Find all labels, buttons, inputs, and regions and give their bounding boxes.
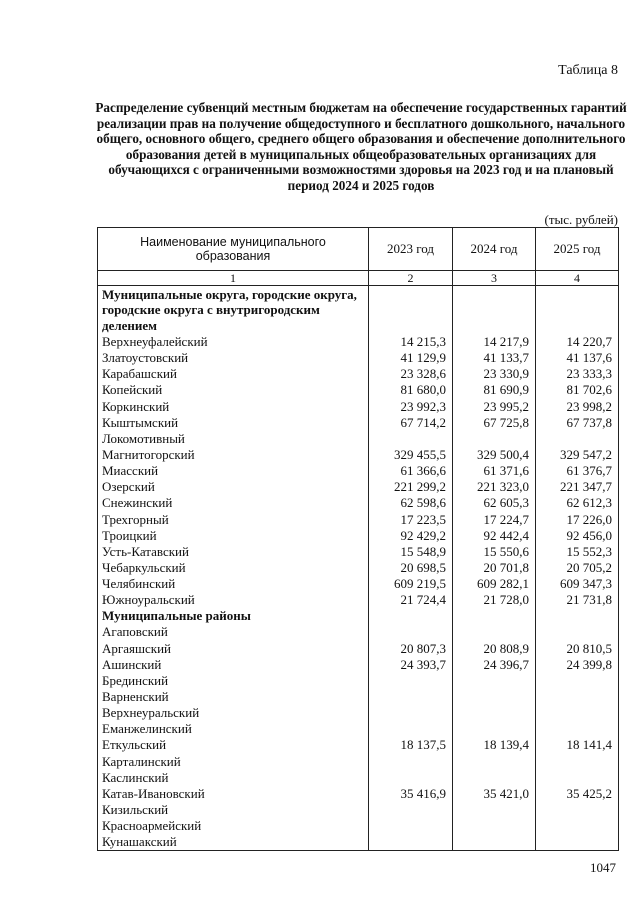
table-row <box>98 382 619 398</box>
value-2024: 15 550,6 <box>453 544 536 560</box>
municipality-name: Муниципальные округа, городские округа, городские округа с внутригородским делением <box>98 286 369 334</box>
table-row <box>98 431 619 447</box>
value-2023 <box>369 431 453 447</box>
municipality-name: Златоустовский <box>98 350 369 366</box>
value-2024: 41 133,7 <box>453 350 536 366</box>
value-2024: 67 725,8 <box>453 415 536 431</box>
municipality-name: Магнитогорский <box>98 447 369 463</box>
value-2024 <box>453 721 536 737</box>
table-row <box>98 560 619 576</box>
table-row <box>98 495 619 511</box>
value-2025 <box>536 705 619 721</box>
value-2025: 609 347,3 <box>536 576 619 592</box>
table-row <box>98 673 619 689</box>
table-row <box>98 754 619 770</box>
value-2023: 67 714,2 <box>369 415 453 431</box>
table-row <box>98 624 619 640</box>
table-row <box>98 415 619 431</box>
value-2023 <box>369 286 453 334</box>
header-2024: 2024 год <box>453 228 536 271</box>
value-2025: 67 737,8 <box>536 415 619 431</box>
table-row <box>98 721 619 737</box>
municipality-name: Красноармейский <box>98 818 369 834</box>
value-2023 <box>369 624 453 640</box>
value-2025 <box>536 802 619 818</box>
municipality-name: Миасский <box>98 463 369 479</box>
value-2023 <box>369 802 453 818</box>
value-2025: 92 456,0 <box>536 528 619 544</box>
value-2024: 609 282,1 <box>453 576 536 592</box>
value-2023: 18 137,5 <box>369 737 453 753</box>
municipality-name: Кунашакский <box>98 834 369 851</box>
municipality-name: Чебаркульский <box>98 560 369 576</box>
municipality-name: Южноуральский <box>98 592 369 608</box>
table-row <box>98 350 619 366</box>
value-2023: 41 129,9 <box>369 350 453 366</box>
value-2024 <box>453 818 536 834</box>
table-row <box>98 737 619 753</box>
value-2024: 20 701,8 <box>453 560 536 576</box>
value-2024: 14 217,9 <box>453 334 536 350</box>
table-row <box>98 802 619 818</box>
value-2024: 61 371,6 <box>453 463 536 479</box>
municipality-name: Каслинский <box>98 770 369 786</box>
value-2025 <box>536 770 619 786</box>
value-2025: 62 612,3 <box>536 495 619 511</box>
value-2024: 21 728,0 <box>453 592 536 608</box>
value-2025: 221 347,7 <box>536 479 619 495</box>
value-2023: 23 992,3 <box>369 398 453 414</box>
municipality-name: Муниципальные районы <box>98 608 369 624</box>
value-2023: 21 724,4 <box>369 592 453 608</box>
table-row <box>98 544 619 560</box>
value-2025: 81 702,6 <box>536 382 619 398</box>
value-2024: 62 605,3 <box>453 495 536 511</box>
municipality-name: Карталинский <box>98 754 369 770</box>
municipality-name: Локомотивный <box>98 431 369 447</box>
value-2024: 23 995,2 <box>453 398 536 414</box>
municipality-name: Варненский <box>98 689 369 705</box>
value-2023: 35 416,9 <box>369 786 453 802</box>
value-2025: 24 399,8 <box>536 657 619 673</box>
value-2024 <box>453 673 536 689</box>
value-2025 <box>536 673 619 689</box>
value-2024 <box>453 770 536 786</box>
value-2023 <box>369 770 453 786</box>
municipality-name: Брединский <box>98 673 369 689</box>
value-2023: 329 455,5 <box>369 447 453 463</box>
value-2025 <box>536 721 619 737</box>
table-row <box>98 592 619 608</box>
units-label: (тыс. рублей) <box>544 212 618 227</box>
value-2023: 92 429,2 <box>369 528 453 544</box>
column-number: 2 <box>369 271 453 286</box>
municipality-name: Коркинский <box>98 398 369 414</box>
value-2023: 23 328,6 <box>369 366 453 382</box>
table-row <box>98 786 619 802</box>
value-2024: 329 500,4 <box>453 447 536 463</box>
value-2023 <box>369 721 453 737</box>
value-2025 <box>536 286 619 334</box>
value-2025: 41 137,6 <box>536 350 619 366</box>
table-row <box>98 641 619 657</box>
value-2024: 92 442,4 <box>453 528 536 544</box>
municipality-name: Копейский <box>98 382 369 398</box>
subventions-table <box>97 227 619 851</box>
value-2023: 81 680,0 <box>369 382 453 398</box>
value-2023: 24 393,7 <box>369 657 453 673</box>
municipality-name: Ашинский <box>98 657 369 673</box>
table-row <box>98 705 619 721</box>
table-row <box>98 818 619 834</box>
value-2023 <box>369 834 453 851</box>
header-2023: 2023 год <box>369 228 453 271</box>
value-2023 <box>369 705 453 721</box>
value-2024: 221 323,0 <box>453 479 536 495</box>
value-2023 <box>369 754 453 770</box>
table-label: Таблица 8 <box>558 63 618 78</box>
table-row <box>98 657 619 673</box>
column-number: 1 <box>98 271 369 286</box>
municipality-name: Катав-Ивановский <box>98 786 369 802</box>
value-2025: 21 731,8 <box>536 592 619 608</box>
value-2025 <box>536 624 619 640</box>
column-number: 3 <box>453 271 536 286</box>
value-2025 <box>536 834 619 851</box>
value-2023: 20 698,5 <box>369 560 453 576</box>
value-2025: 329 547,2 <box>536 447 619 463</box>
column-number-row <box>98 271 619 286</box>
value-2024: 23 330,9 <box>453 366 536 382</box>
municipality-name: Карабашский <box>98 366 369 382</box>
header-name: Наименование муниципального образования <box>98 228 369 271</box>
municipality-name: Кизильский <box>98 802 369 818</box>
value-2023: 609 219,5 <box>369 576 453 592</box>
value-2024 <box>453 286 536 334</box>
municipality-name: Аргаяшский <box>98 641 369 657</box>
value-2024 <box>453 705 536 721</box>
page-number: 1047 <box>590 860 616 875</box>
value-2025: 23 333,3 <box>536 366 619 382</box>
value-2024 <box>453 834 536 851</box>
municipality-name: Верхнеуральский <box>98 705 369 721</box>
value-2025 <box>536 608 619 624</box>
value-2024: 20 808,9 <box>453 641 536 657</box>
value-2024: 18 139,4 <box>453 737 536 753</box>
value-2024 <box>453 802 536 818</box>
municipality-name: Снежинский <box>98 495 369 511</box>
value-2025: 20 705,2 <box>536 560 619 576</box>
table-row <box>98 689 619 705</box>
table-row <box>98 463 619 479</box>
municipality-name: Трехгорный <box>98 511 369 527</box>
municipality-name: Троицкий <box>98 528 369 544</box>
municipality-name: Еткульский <box>98 737 369 753</box>
value-2023: 221 299,2 <box>369 479 453 495</box>
municipality-name: Агаповский <box>98 624 369 640</box>
value-2024 <box>453 624 536 640</box>
header-2025: 2025 год <box>536 228 619 271</box>
municipality-name: Еманжелинский <box>98 721 369 737</box>
value-2025: 18 141,4 <box>536 737 619 753</box>
value-2023: 20 807,3 <box>369 641 453 657</box>
value-2025: 14 220,7 <box>536 334 619 350</box>
value-2025 <box>536 689 619 705</box>
value-2023 <box>369 608 453 624</box>
column-number: 4 <box>536 271 619 286</box>
value-2025: 23 998,2 <box>536 398 619 414</box>
table-row <box>98 528 619 544</box>
table-row <box>98 479 619 495</box>
value-2024 <box>453 608 536 624</box>
value-2023: 62 598,6 <box>369 495 453 511</box>
table-row <box>98 770 619 786</box>
table-section-row <box>98 608 619 624</box>
value-2025: 15 552,3 <box>536 544 619 560</box>
value-2023: 15 548,9 <box>369 544 453 560</box>
municipality-name: Усть-Катавский <box>98 544 369 560</box>
table-body <box>98 286 619 851</box>
value-2024 <box>453 689 536 705</box>
municipality-name: Верхнеуфалейский <box>98 334 369 350</box>
value-2023 <box>369 673 453 689</box>
value-2023 <box>369 818 453 834</box>
value-2025 <box>536 754 619 770</box>
table-row <box>98 366 619 382</box>
value-2023: 14 215,3 <box>369 334 453 350</box>
municipality-name: Кыштымский <box>98 415 369 431</box>
value-2024 <box>453 754 536 770</box>
value-2023: 17 223,5 <box>369 511 453 527</box>
table-title: Распределение субвенций местным бюджетам на обеспечение государственных гарантий реализации прав на получение общедоступного и бесплатного дошкольного, начального общего, основного общего, среднего общего образования и обеспечение дополнительного образования детей в муниципальных общеобразовательных организациях для обучающихся с ограниченными возможностями здоровья на 2023 год и на плановый период 2024 и 2025 годов <box>95 100 627 193</box>
value-2025 <box>536 431 619 447</box>
table-row <box>98 447 619 463</box>
table-row <box>98 834 619 851</box>
value-2025 <box>536 818 619 834</box>
municipality-name: Озерский <box>98 479 369 495</box>
value-2023 <box>369 689 453 705</box>
header-row <box>98 228 619 271</box>
table-row <box>98 398 619 414</box>
value-2025: 61 376,7 <box>536 463 619 479</box>
value-2025: 35 425,2 <box>536 786 619 802</box>
value-2024 <box>453 431 536 447</box>
table-row <box>98 576 619 592</box>
table-section-row <box>98 286 619 334</box>
value-2023: 61 366,6 <box>369 463 453 479</box>
table-row <box>98 334 619 350</box>
value-2024: 81 690,9 <box>453 382 536 398</box>
table-row <box>98 511 619 527</box>
value-2024: 35 421,0 <box>453 786 536 802</box>
value-2024: 24 396,7 <box>453 657 536 673</box>
value-2025: 20 810,5 <box>536 641 619 657</box>
municipality-name: Челябинский <box>98 576 369 592</box>
value-2024: 17 224,7 <box>453 511 536 527</box>
value-2025: 17 226,0 <box>536 511 619 527</box>
